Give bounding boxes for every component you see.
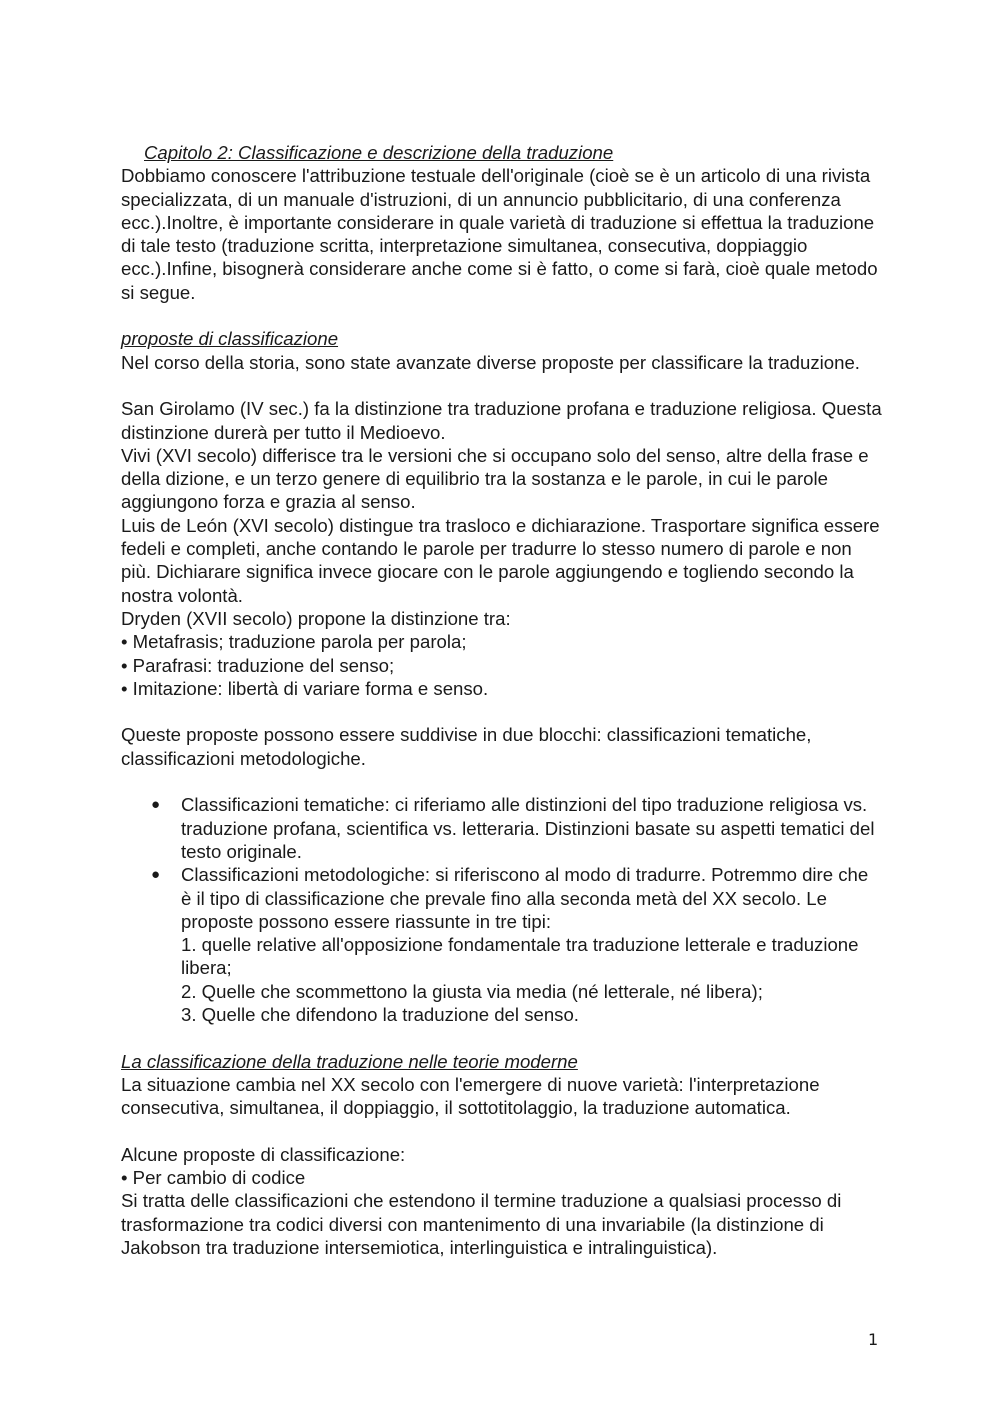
section-heading-moderne: La classificazione della traduzione nelle teorie moderne xyxy=(121,1050,578,1072)
classification-list xyxy=(121,793,883,1026)
page-number: 1 xyxy=(868,1330,879,1349)
bullet-icon: ● xyxy=(151,866,161,884)
history-paragraph: Nel corso della storia, sono state avanzate diverse proposte per classificare la traduzione. xyxy=(121,351,860,373)
sub-item: 1. quelle relative all'opposizione fondamentale tra traduzione letterale e traduzione libera; xyxy=(181,934,859,979)
girolamo-paragraph: San Girolamo (IV sec.) fa la distinzione tra traduzione profana e traduzione religiosa. Questa distinzione durerà per tutto il Medioevo. xyxy=(121,398,882,443)
dryden-item: • Parafrasi: traduzione del senso; xyxy=(121,654,395,676)
intro-paragraph: Dobbiamo conoscere l'attribuzione testuale dell'originale (cioè se è un articolo di una rivista specializzata, di un manuale d'istruzioni, di un annuncio pubblicitario, di una conferenza ecc.).Inoltre, è importante considerare in quale varietà di traduzione si effettua la traduzione di tale testo (traduzione scritta, interpretazione simultanea, consecutiva, doppiaggio ecc.).Infine, bisognerà considerare anche come si è fatto, o come si farà, cioè quale metodo si segue. xyxy=(121,165,878,303)
dryden-paragraph: Dryden (XVII secolo) propone la distinzione tra: xyxy=(121,607,511,629)
leon-paragraph: Luis de León (XVI secolo) distingue tra trasloco e dichiarazione. Trasportare significa essere fedeli e completi, anche contando le parole per tradurre lo stesso numero di parole e non più. Dichiarare significa invece giocare con le parole aggiungendo e togliendo secondo la nostra volontà. xyxy=(121,514,880,606)
sub-item: 2. Quelle che scommettono la giusta via media (né letterale, né libera); xyxy=(181,980,763,1002)
dryden-item: • Imitazione: libertà di variare forma e senso. xyxy=(121,677,489,699)
proposals-paragraph: Alcune proposte di classificazione: xyxy=(121,1143,406,1165)
list-item xyxy=(121,793,883,863)
section-heading-proposte: proposte di classificazione xyxy=(121,328,339,350)
situation-paragraph: La situazione cambia nel XX secolo con l'emergere di nuove varietà: l'interpretazione consecutiva, simultanea, il doppiaggio, il sottotitolaggio, la traduzione automatica. xyxy=(121,1073,820,1119)
code-change-item: • Per cambio di codice xyxy=(121,1167,306,1189)
bullet-icon: ● xyxy=(151,796,161,814)
chapter-title: Capitolo 2: Classificazione e descrizione della traduzione xyxy=(144,142,614,163)
bullet-text: Classificazioni tematiche: ci riferiamo alle distinzioni del tipo traduzione religiosa vs. traduzione profana, scientifica vs. letteraria. Distinzioni basate su aspetti tematici del testo originale. xyxy=(181,794,875,862)
jakobson-paragraph: Si tratta delle classificazioni che estendono il termine traduzione a qualsiasi processo di trasformazione tra codici diversi con mantenimento di una invariabile (la distinzione di Jakobson tra traduzione intersemiotica, interlinguistica e intralinguistica). xyxy=(121,1190,842,1258)
document-page xyxy=(121,141,883,1259)
bullet-text: Classificazioni metodologiche: si riferiscono al modo di tradurre. Potremmo dire che è il tipo di classificazione che prevale fino alla seconda metà del XX secolo. Le proposte possono essere riassunte in tre tipi: xyxy=(181,864,869,932)
sub-item: 3. Quelle che difendono la traduzione del senso. xyxy=(181,1003,579,1025)
vivi-paragraph: Vivi (XVI secolo) differisce tra le versioni che si occupano solo del senso, altre della frase e della dizione, e un terzo genere di equilibrio tra la sostanza e le parole, in cui le parole aggiungono forza e grazia al senso. xyxy=(121,444,869,513)
dryden-item: • Metafrasis; traduzione parola per parola; xyxy=(121,631,467,653)
blocks-paragraph: Queste proposte possono essere suddivise in due blocchi: classificazioni tematiche, classificazioni metodologiche. xyxy=(121,724,812,769)
list-item xyxy=(121,863,883,1026)
